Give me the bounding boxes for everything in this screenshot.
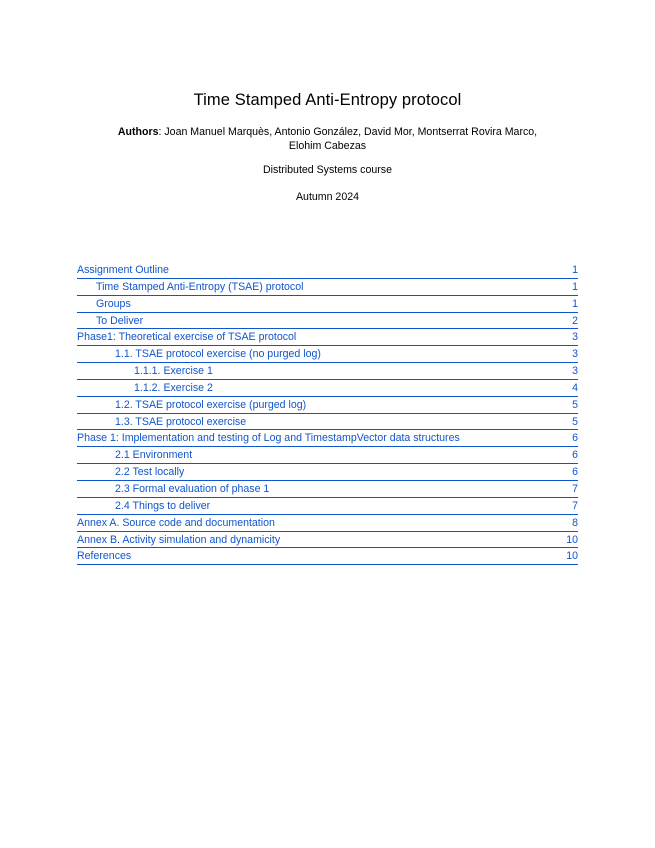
toc-entry-page-number[interactable]: 7 bbox=[572, 482, 578, 495]
toc-entry-label[interactable]: Time Stamped Anti-Entropy (TSAE) protocol bbox=[96, 280, 304, 293]
authors-line-2: Elohim Cabezas bbox=[288, 140, 367, 152]
toc-entry[interactable] bbox=[77, 532, 578, 549]
toc-entry-page-number[interactable]: 1 bbox=[572, 297, 578, 310]
term-date: Autumn 2024 bbox=[295, 191, 360, 203]
toc-entry[interactable] bbox=[77, 296, 578, 313]
toc-entry[interactable] bbox=[77, 447, 578, 464]
toc-entry[interactable] bbox=[77, 548, 578, 565]
toc-entry[interactable] bbox=[77, 464, 578, 481]
toc-entry[interactable] bbox=[77, 380, 578, 397]
toc-entry-label[interactable]: To Deliver bbox=[96, 314, 144, 327]
toc-entry-label[interactable]: References bbox=[77, 550, 132, 563]
toc-entry-page-number[interactable]: 1 bbox=[572, 264, 578, 276]
toc-entry-page-number[interactable]: 5 bbox=[572, 415, 578, 428]
toc-entry-page-number[interactable]: 5 bbox=[572, 398, 578, 411]
toc-entry-label[interactable]: 2.2 Test locally bbox=[115, 466, 185, 479]
toc-entry-page-number[interactable]: 6 bbox=[572, 449, 578, 462]
toc-entry-label[interactable]: Phase 1: Implementation and testing of Log and TimestampVector data structures bbox=[77, 432, 460, 445]
authors-label: Authors bbox=[117, 126, 159, 138]
toc-entry[interactable] bbox=[77, 498, 578, 515]
document-title: Time Stamped Anti-Entropy protocol bbox=[193, 91, 462, 109]
toc-entry-page-number[interactable]: 8 bbox=[572, 516, 578, 529]
toc-entry-page-number[interactable]: 6 bbox=[572, 432, 578, 445]
toc-entry[interactable] bbox=[77, 279, 578, 296]
toc-entry-label[interactable]: 2.3 Formal evaluation of phase 1 bbox=[115, 482, 270, 495]
toc-entry-page-number[interactable]: 6 bbox=[572, 466, 578, 479]
authors-line-1 bbox=[80, 125, 575, 139]
toc-entry-label[interactable]: 1.1. TSAE protocol exercise (no purged log) bbox=[115, 348, 321, 361]
toc-entry[interactable] bbox=[77, 397, 578, 414]
toc-entry[interactable] bbox=[77, 346, 578, 363]
toc-entry-page-number[interactable]: 1 bbox=[572, 280, 578, 293]
toc-entry[interactable] bbox=[77, 515, 578, 532]
toc-entry-page-number[interactable]: 3 bbox=[572, 348, 578, 361]
toc-entry-label[interactable]: Annex A. Source code and documentation bbox=[77, 516, 275, 529]
authors-block bbox=[80, 125, 575, 153]
toc-entry-label[interactable]: 2.4 Things to deliver bbox=[115, 499, 211, 512]
toc-entry-label[interactable]: 1.2. TSAE protocol exercise (purged log) bbox=[115, 398, 307, 411]
toc-entry-page-number[interactable]: 10 bbox=[566, 533, 578, 546]
course-name: Distributed Systems course bbox=[263, 164, 392, 176]
toc-entry-page-number[interactable]: 3 bbox=[572, 365, 578, 378]
toc-entry[interactable] bbox=[77, 313, 578, 330]
toc-entry[interactable] bbox=[77, 414, 578, 431]
toc-entry-label[interactable]: 1.1.1. Exercise 1 bbox=[134, 365, 213, 378]
toc-entry[interactable] bbox=[77, 363, 578, 380]
toc-entry-page-number[interactable]: 2 bbox=[572, 314, 578, 327]
toc-entry-page-number[interactable]: 3 bbox=[572, 331, 578, 344]
toc-entry-label[interactable]: Assignment Outline bbox=[77, 264, 169, 276]
toc-entry-page-number[interactable]: 7 bbox=[572, 499, 578, 512]
toc-entry-label[interactable]: 1.1.2. Exercise 2 bbox=[134, 381, 213, 394]
toc-entry-label[interactable]: 2.1 Environment bbox=[115, 449, 193, 462]
toc-entry[interactable] bbox=[77, 481, 578, 498]
table-of-contents bbox=[77, 262, 578, 565]
toc-entry-page-number[interactable]: 4 bbox=[572, 381, 578, 394]
toc-entry-page-number[interactable]: 10 bbox=[566, 550, 578, 563]
toc-entry-label[interactable]: 1.3. TSAE protocol exercise bbox=[115, 415, 247, 428]
toc-entry[interactable] bbox=[77, 430, 578, 447]
toc-entry-label[interactable]: Annex B. Activity simulation and dynamicity bbox=[77, 533, 281, 546]
authors-names: : Joan Manuel Marquès, Antonio González, David Mor, Montserrat Rovira Marco, bbox=[158, 126, 538, 138]
toc-entry-label[interactable]: Phase1: Theoretical exercise of TSAE protocol bbox=[77, 331, 297, 344]
toc-entry[interactable] bbox=[77, 329, 578, 346]
toc-entry[interactable] bbox=[77, 262, 578, 279]
toc-entry-label[interactable]: Groups bbox=[96, 297, 131, 310]
